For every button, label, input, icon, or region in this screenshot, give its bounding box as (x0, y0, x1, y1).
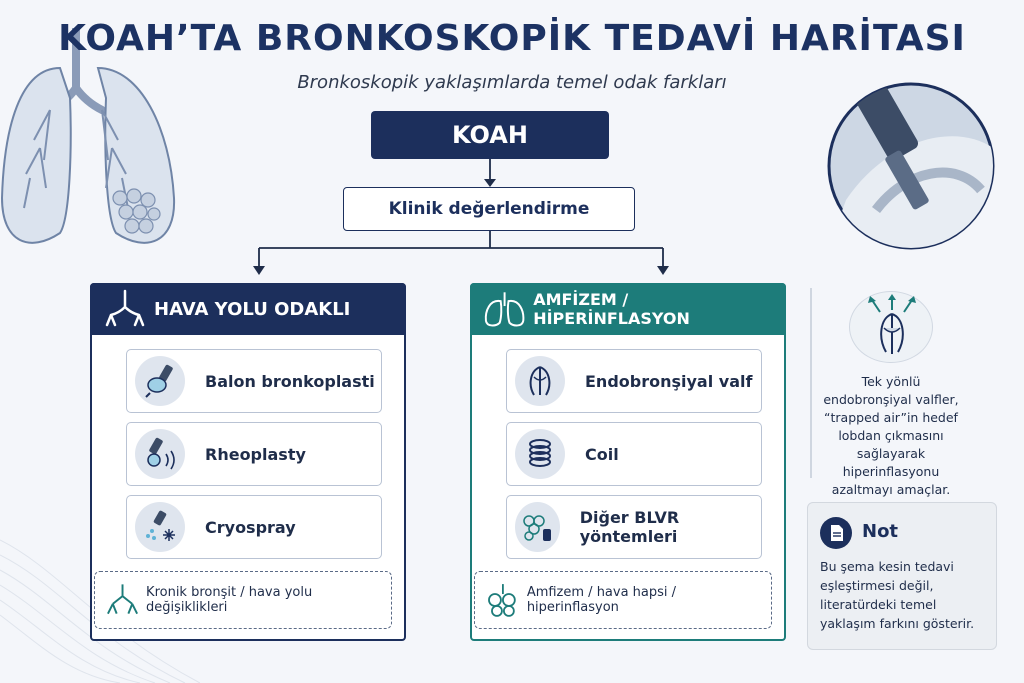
cryospray-icon (142, 509, 178, 545)
airway-panel-title: HAVA YOLU ODAKLI (154, 298, 351, 320)
treatment-label: Cryospray (205, 517, 296, 537)
treatment-label: Diğer BLVR yöntemleri (579, 508, 680, 546)
treatment-label: Endobronşiyal valf (585, 371, 753, 391)
airway-footer (94, 571, 392, 629)
emphysema-panel-header (470, 283, 786, 335)
document-icon (820, 517, 852, 549)
treatment-coil (506, 422, 762, 486)
page-title: KOAH’TA BRONKOSKOPİK TEDAVİ HARİTASI (58, 18, 966, 59)
bronchial-tree-icon (105, 582, 140, 618)
airway-panel-header (90, 283, 406, 335)
page-subtitle: Bronkoskopik yaklaşımlarda temel odak farkları (297, 72, 727, 93)
valve-icon (522, 363, 558, 399)
valve-description: Tek yönlü endobronşiyal valfler, “trapped air”in hedef lobdan çıkmasını sağlayarak hiperinflasyonu azaltmayı amaçlar. (823, 374, 959, 497)
treatment-label: Rheoplasty (205, 444, 306, 464)
rheoplasty-icon (142, 436, 178, 472)
treatment-rheoplasty (126, 422, 382, 486)
airway-panel (90, 283, 406, 641)
treatment-blvr (506, 495, 762, 559)
treatment-label: Coil (585, 444, 619, 464)
lungs-icon (482, 289, 527, 329)
airway-footer-label: Kronik bronşit / hava yolu değişiklikleri (146, 585, 313, 615)
balloon-icon (142, 363, 178, 399)
valve-diagram (849, 291, 933, 363)
note-text: Bu şema kesin tedavi eşleştirmesi değil, literatürdeki temel yaklaşım farkını gösterir. (820, 559, 975, 631)
coil-icon (522, 436, 558, 472)
emphysema-footer (474, 571, 772, 629)
treatment-balloon (126, 349, 382, 413)
side-divider (810, 288, 812, 478)
blvr-icon (519, 509, 555, 545)
treatment-label: Balon bronkoplasti (205, 371, 375, 391)
root-node: KOAH (371, 111, 609, 159)
emphysema-footer-label: Amfizem / hava hapsi / hiperinflasyon (526, 585, 677, 615)
one-way-valve-icon (850, 292, 934, 364)
alveoli-icon (485, 582, 521, 618)
treatment-cryospray (126, 495, 382, 559)
treatment-valve (506, 349, 762, 413)
emphysema-panel (470, 283, 786, 641)
emphysema-panel-title: AMFİZEM / HİPERİNFLASYON (533, 290, 690, 328)
note-box (807, 502, 997, 650)
note-title: Not (862, 521, 899, 542)
airway-icon (102, 289, 148, 329)
clinical-node: Klinik değerlendirme (343, 187, 635, 231)
